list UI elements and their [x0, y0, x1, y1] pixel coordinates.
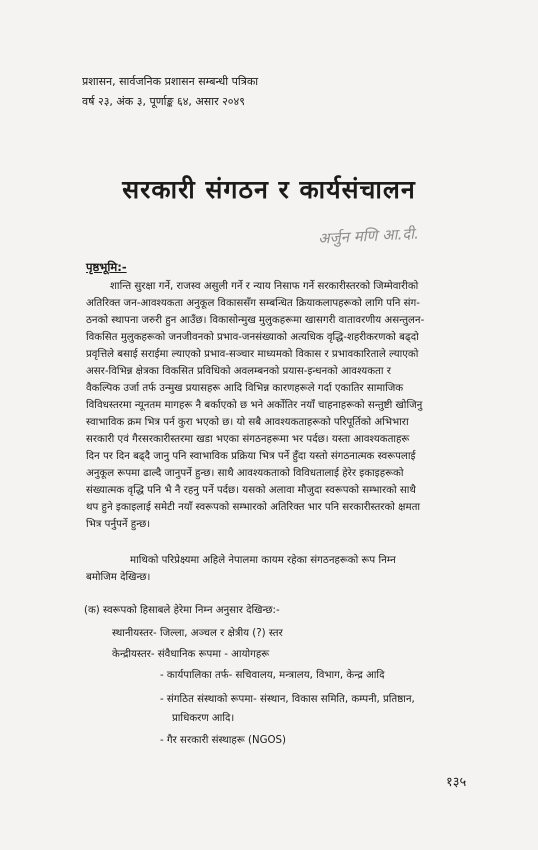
paragraph-line: स्वाभाविक क्रम भित्र पर्न कुरा भएको छ। यो सबै आवश्यकताहरूको परिपूर्तिको अभिभारा [86, 417, 409, 428]
paragraph-line: बमोजिम देखिन्छ। [86, 572, 151, 583]
paragraph-line: असर-विभिन्न क्षेत्रका विकसित प्रविधिको अवलम्बनको प्रयास-इन्धनको आवश्यकता र [86, 366, 391, 377]
paragraph-line: थप हुने इकाइलाई समेटी नयाँ स्वरूपको सम्भारको अतिरिक्त भार पनि सरकारीस्तरको क्षमता [86, 502, 421, 513]
central-sub-item: प्राधिकरण आदि। [172, 713, 235, 724]
issue-info: वर्ष २३, अंक ३, पूर्णाङ्क ६४, असार २०४९ [82, 95, 245, 108]
central-level-line: केन्द्रीयस्तर- संवैधानिक रूपमा - आयोगहरू [112, 649, 270, 660]
journal-name: प्रशासन, सार्वजनिक प्रशासन सम्बन्धी पत्रिका [82, 75, 259, 88]
author-name: अर्जुन मणि आ.दी. [317, 224, 420, 248]
paragraph-line: विकसित मुलुकहरूको जनजीवनको प्रभाव-जनसंख्याको अत्यधिक वृद्धि-शहरीकरणको बढ्दो [86, 332, 419, 343]
paragraph-line: संख्यात्मक वृद्धि पनि भै नै रहनु पर्ने पर्दछ। यसको अलावा मौजुदा स्वरूपको सम्भारको साथै [86, 485, 416, 496]
paragraph-line: सरकारी एवं गैरसरकारीस्तरमा खडा भएका संगठनहरूमा भर पर्दछ। यस्ता आवश्यकताहरू [86, 434, 410, 445]
section-heading: पृष्ठभूमि:- [86, 260, 127, 274]
paragraph-line: प्रवृत्तिले बसाई सराईमा ल्याएको प्रभाव-सञ्चार माध्यमको विकास र प्रभावकारिताले ल्याएको [86, 349, 419, 360]
paragraph-line: अतिरिक्त जन-आवश्यकता अनुकूल विकाससँग सम्बन्धित क्रियाकलापहरूको लागि पनि संग- [86, 298, 420, 309]
local-level-line: स्थानीयस्तर- जिल्ला, अञ्चल र क्षेत्रीय (?) स्तर [112, 628, 283, 639]
paragraph-line: भित्र पर्नुपर्ने हुन्छ। [86, 519, 151, 530]
paragraph-line: अनुकूल रूपमा ढाल्दै जानुपर्ने हुन्छ। साथै आवश्यकताको विविधतालाई हेरेर इकाइहरूको [86, 468, 404, 479]
central-sub-item: - कार्यपालिका तर्फ- सचिवालय, मन्त्रालय, विभाग, केन्द्र आदि [160, 670, 385, 681]
paragraph-line: ठनको स्थापना जरुरी हुन आउँछ। विकासोन्मुख मुलुकहरूमा खासगरी वातावरणीय असन्तुलन- [86, 315, 425, 326]
paragraph-line: विविधस्तरमा न्यूनतम मागहरू नै बर्काएको छ भने अर्कोतिर नयाँ चाहनाहरूको सन्तुष्टी खोजिनु [86, 400, 423, 411]
paragraph-line: वैकल्पिक उर्जा तर्फ उन्मुख प्रयासहरू आदि विभिन्न कारणहरूले गर्दा एकातिर सामाजिक [86, 383, 404, 394]
central-sub-item: - संगठित संस्थाको रूपमा- संस्थान, विकास समिति, कम्पनी, प्रतिष्ठान, [160, 694, 415, 705]
paragraph-line: माथिको परिप्रेक्ष्यमा अहिले नेपालमा कायम रहेका संगठनहरूको रूप निम्न [130, 555, 396, 566]
central-sub-item: - गैर सरकारी संस्थाहरू (NGOS) [160, 735, 286, 746]
paragraph-line: शान्ति सुरक्षा गर्ने, राजस्व असुली गर्ने र न्याय निसाफ गर्ने सरकारीस्तरको जिम्मेवारीको [110, 281, 419, 292]
article-title: सरकारी संगठन र कार्यसंचालन [122, 175, 416, 204]
page-number: १३५ [446, 775, 467, 790]
list-item-ka: (क) स्वरूपको हिसाबले हेरेमा निम्न अनुसार देखिन्छ:- [84, 605, 280, 616]
paragraph-line: दिन पर दिन बढ्दै जानु पनि स्वाभाविक प्रक्रिया भित्र पर्ने हुँदा यस्तो संगठनात्मक स्वरूपलाई [86, 451, 416, 462]
